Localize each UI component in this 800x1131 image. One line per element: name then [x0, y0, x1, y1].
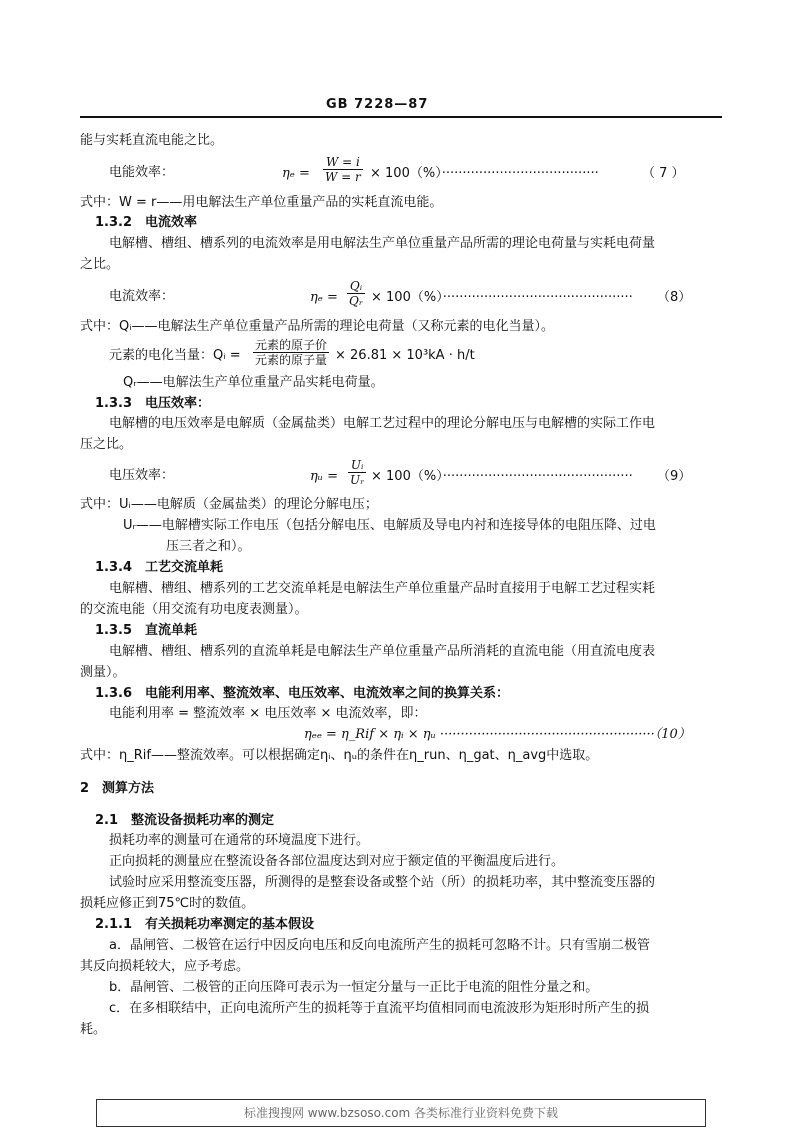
paragraph-line: 电解槽、槽组、槽系列的直流单耗是电解法生产单位重量产品所消耗的直流电能（用直流电度表 — [109, 644, 656, 659]
equation-lhs: ηₑ = — [282, 166, 310, 181]
equation-rhs: × 100（%）·············································· — [371, 469, 633, 484]
header-rule — [80, 116, 722, 118]
equation-label: 电能效率： — [109, 165, 175, 180]
equation-rhs: × 26.81 × 10³kA · h/t — [335, 348, 475, 363]
paragraph-line: 电能利用率 = 整流效率 × 电压效率 × 电流效率，即： — [109, 706, 427, 721]
section-heading: 1.3.4 工艺交流单耗 — [95, 560, 224, 575]
paragraph-line: 之比。 — [80, 257, 120, 272]
paragraph-line: 式中：η_Rif——整流效率。可以根据确定ηᵢ、ηᵤ的条件在η_run、η_gat、η_avg中选取。 — [80, 748, 599, 763]
section-heading: 1.3.2 电流效率 — [95, 215, 198, 230]
list-item: b．晶闸管、二极管的正向压降可表示为一恒定分量与一正比于电流的阻性分量之和。 — [109, 980, 599, 995]
equation-label: 元素的电化当量：Qᵢ = — [109, 348, 241, 363]
equation-fraction — [347, 279, 365, 308]
paragraph-line: 式中：W = r——用电解法生产单位重量产品的实耗直流电能。 — [80, 195, 443, 210]
equation-number: （ 7 ） — [642, 166, 685, 181]
section-heading: 1.3.5 直流单耗 — [95, 623, 198, 638]
paragraph-line: 测量）。 — [80, 665, 126, 680]
section-heading: 2.1 整流设备损耗功率的测定 — [95, 813, 275, 828]
fraction-denominator: Uᵣ — [350, 473, 365, 487]
fraction-denominator: Qᵣ — [349, 294, 364, 308]
paragraph-line: 压之比。 — [80, 437, 133, 452]
equation-lhs: ηᵤ = — [310, 469, 338, 484]
equation-rhs: × 100（%）······································ — [370, 166, 599, 181]
paragraph-line: 能与实耗直流电能之比。 — [80, 133, 224, 148]
list-item: c．在多相联结中，正向电流所产生的损耗等于直流平均值相同而电流波形为矩形时所产生的损 — [109, 1001, 650, 1016]
equation-fraction — [348, 458, 366, 487]
fraction-numerator: 元素的原子价 — [255, 338, 328, 352]
standard-header: GB 7228—87 — [326, 97, 429, 112]
paragraph-line: 损耗应修正到75℃时的数值。 — [80, 896, 255, 911]
list-item-continuation: 其反向损耗较大，应予考虑。 — [80, 959, 250, 974]
equation-fraction — [323, 155, 363, 184]
section-heading: 1.3.6 电能利用率、整流效率、电压效率、电流效率之间的换算关系： — [95, 686, 510, 701]
fraction-denominator: 元素的原子量 — [255, 353, 328, 367]
section-heading: 2.1.1 有关损耗功率测定的基本假设 — [95, 917, 315, 932]
fraction-numerator: Qᵢ — [347, 279, 365, 294]
paragraph-line: Uᵣ——电解槽实际工作电压（包括分解电压、电解质及导电内衬和连接导体的电阻压降、过电 — [123, 518, 656, 533]
paragraph-line: 电解槽、槽组、槽系列的电流效率是用电解法生产单位重量产品所需的理论电荷量与实耗电荷量 — [109, 236, 656, 251]
paragraph-line: 压三者之和）。 — [166, 539, 251, 554]
paragraph-line: 式中：Qᵢ——电解法生产单位重量产品所需的理论电荷量（又称元素的电化当量）。 — [80, 319, 555, 334]
fraction-denominator: W = r — [325, 170, 361, 184]
paragraph-line: 损耗功率的测量可在通常的环境温度下进行。 — [109, 833, 370, 848]
equation-label: 电流效率： — [109, 289, 175, 304]
section-heading: 2 测算方法 — [80, 781, 155, 796]
equation-label: 电压效率： — [109, 468, 175, 483]
paragraph-line: 电解槽、槽组、槽系列的工艺交流单耗是电解法生产单位重量产品时直接用于电解工艺过程实耗 — [109, 581, 656, 596]
equation-fraction — [253, 338, 329, 367]
paragraph-line: 试验时应采用整流变压器，所测得的是整套设备或整个站（所）的损耗功率，其中整流变压器的 — [109, 875, 656, 890]
footer-banner: 标准搜搜网 www.bzsoso.com 各类标准行业资料免费下载 — [96, 1099, 706, 1127]
paragraph-line: 的交流电能（用交流有功电度表测量）。 — [80, 602, 308, 617]
equation-rhs: × 100（%）·············································· — [371, 290, 633, 305]
section-heading: 1.3.3 电压效率： — [95, 396, 211, 411]
paragraph-line: 正向损耗的测量应在整流设备各部位温度达到对应于额定值的平衡温度后进行。 — [109, 854, 565, 869]
list-item-continuation: 耗。 — [80, 1022, 107, 1037]
paragraph-line: 电解槽的电压效率是电解质（金属盐类）电解工艺过程中的理论分解电压与电解槽的实际工作电 — [109, 416, 656, 431]
equation-lhs: ηₑ = — [310, 290, 338, 305]
paragraph-line: 式中：Uᵢ——电解质（金属盐类）的理论分解电压； — [80, 497, 378, 512]
fraction-numerator: Uᵢ — [348, 458, 366, 473]
equation-number: （9） — [657, 469, 692, 484]
paragraph-line: Qᵣ——电解法生产单位重量产品实耗电荷量。 — [123, 375, 384, 390]
equation-number: （8） — [657, 290, 692, 305]
list-item: a．晶闸管、二极管在运行中因反向电压和反向电流所产生的损耗可忽略不计。只有雪崩二极管 — [109, 938, 650, 953]
equation-line: ηₑₑ = η_Rif × ηᵢ × ηᵤ ····················································（10） — [304, 727, 691, 742]
fraction-numerator: W = i — [323, 155, 363, 170]
